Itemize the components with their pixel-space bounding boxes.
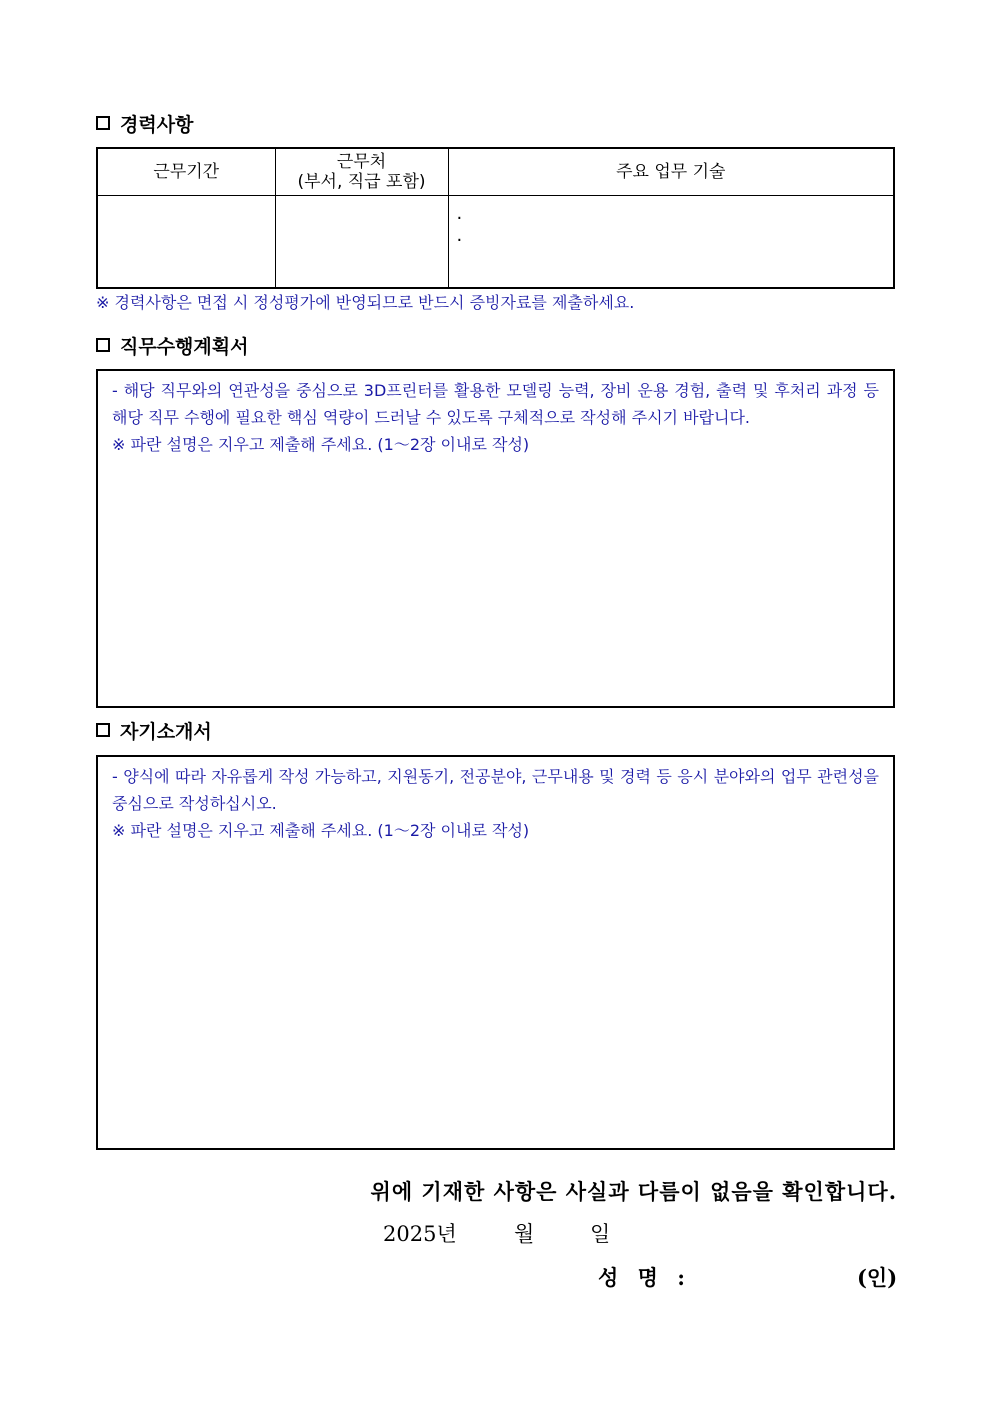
header-workplace-line2: (부서, 직급 포함) xyxy=(297,172,426,192)
intro-section-title xyxy=(96,717,212,743)
workplace-cell[interactable] xyxy=(275,196,448,289)
career-section-title xyxy=(96,110,193,136)
seal-mark: (인) xyxy=(857,1265,898,1290)
header-workplace xyxy=(275,148,448,196)
checkbox-icon xyxy=(96,338,110,352)
header-duties: 주요 업무 기술 xyxy=(448,148,894,196)
plan-guide: - 해당 직무와의 연관성을 중심으로 3D프린터를 활용한 모델링 능력, 장비 운용 경험, 출력 및 후처리 과정 등 해당 직무 수행에 필요한 핵심 역량이 드러날 수 있도록 구체적으로 작성해 주시기 바랍니다. xyxy=(112,381,879,427)
date-year: 2025년 xyxy=(383,1222,457,1246)
period-cell[interactable] xyxy=(97,196,275,289)
date-month: 월 xyxy=(514,1222,535,1246)
header-workplace-line1: 근무처 xyxy=(336,152,387,172)
plan-note: ※ 파란 설명은 지우고 제출해 주세요. (1～2장 이내로 작성) xyxy=(112,435,530,454)
name-label: 성 명 : xyxy=(598,1265,691,1290)
confirmation-statement: 위에 기재한 사항은 사실과 다름이 없음을 확인합니다. xyxy=(370,1179,897,1204)
duty-bullet-1: · xyxy=(456,208,463,229)
checkbox-icon xyxy=(96,116,110,130)
checkbox-icon xyxy=(96,723,110,737)
intro-title: 자기소개서 xyxy=(120,720,212,743)
intro-note: ※ 파란 설명은 지우고 제출해 주세요. (1～2장 이내로 작성) xyxy=(112,821,530,840)
career-header-row xyxy=(97,148,894,196)
plan-section-title xyxy=(96,332,248,358)
duty-bullet-2: · xyxy=(456,230,463,251)
plan-text-area[interactable] xyxy=(96,369,895,708)
career-title: 경력사항 xyxy=(120,113,194,136)
career-entry-row xyxy=(97,196,894,289)
plan-title: 직무수행계획서 xyxy=(120,335,249,358)
intro-text-area[interactable] xyxy=(96,755,895,1150)
career-note: ※ 경력사항은 면접 시 정성평가에 반영되므로 반드시 증빙자료를 제출하세요. xyxy=(96,293,635,312)
date-day: 일 xyxy=(590,1222,611,1246)
intro-guide: - 양식에 따라 자유롭게 작성 가능하고, 지원동기, 전공분야, 근무내용 및 경력 등 응시 분야와의 업무 관련성을 중심으로 작성하십시오. xyxy=(112,767,879,813)
duties-cell[interactable] xyxy=(448,196,894,289)
header-period: 근무기간 xyxy=(97,148,275,196)
career-table xyxy=(96,147,895,289)
